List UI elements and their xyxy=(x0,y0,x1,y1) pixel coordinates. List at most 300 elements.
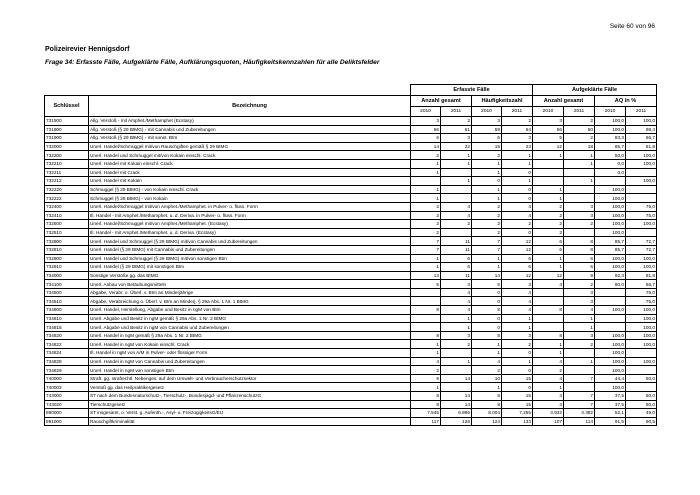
cell-key: 734820 xyxy=(45,331,89,340)
cell-value: 3 xyxy=(441,331,472,340)
cell-value: 50,0 xyxy=(595,151,626,160)
cell-value xyxy=(626,194,657,203)
cell-description: Abgabe, Verabreichung o. Überl. v. Btm an Minderj. § 29a Abs. 1 Nr. 1 BtMG xyxy=(89,297,411,306)
cell-value: 124 xyxy=(472,417,502,426)
cell-value: 100,0 xyxy=(626,331,657,340)
cell-value: 0,0 xyxy=(595,168,626,177)
cell-description: Unerl. Abgabe und Besitz in ngM gemäß § 29a Abs. 1 Nr. 2 BtMG xyxy=(89,314,411,323)
cell-value: 6 xyxy=(502,263,533,272)
cell-key: 732212 xyxy=(45,177,89,186)
cell-description: Unerl. Handel in ngM gemäß § 29a Abs. 1 Nr. 2 BtMG xyxy=(89,331,411,340)
table-row xyxy=(45,366,657,375)
cell-value: 1 xyxy=(502,357,533,366)
cell-value: 114 xyxy=(564,417,595,426)
cell-value: 8 xyxy=(564,245,595,254)
page-number: Seite 60 von 96 xyxy=(609,23,655,30)
cell-key: 732410 xyxy=(45,211,89,220)
cell-value: 80,0 xyxy=(595,280,626,289)
cell-value xyxy=(533,177,564,186)
cell-value xyxy=(533,159,564,168)
cell-value: 0 xyxy=(472,314,502,323)
cell-value: 37,5 xyxy=(595,392,626,401)
cell-value: 3 xyxy=(564,331,595,340)
cell-value: 6 xyxy=(533,245,564,254)
cell-value: 2 xyxy=(411,220,441,229)
cell-value: 2 xyxy=(411,211,441,220)
cell-description: Schmuggel (§ 29 BtMG) - von Kokain xyxy=(89,194,411,203)
cell-value xyxy=(441,349,472,358)
cell-value: 1 xyxy=(411,383,441,392)
cell-value: 2 xyxy=(564,280,595,289)
cell-value xyxy=(564,228,595,237)
cell-description: Allg. Verstoß (§ 29 BtMG) - mit sonst. Btm xyxy=(89,134,411,143)
cell-value xyxy=(626,383,657,392)
cell-value: 1 xyxy=(564,323,595,332)
cell-value: 0 xyxy=(502,383,533,392)
cell-value: 4 xyxy=(441,297,472,306)
table-row xyxy=(45,280,657,289)
cell-value: 7.255 xyxy=(502,409,533,418)
cell-key: 732220 xyxy=(45,185,89,194)
cell-key: 731500 xyxy=(45,117,89,126)
cell-value: 4 xyxy=(502,202,533,211)
cell-description: Allg. Verstoß - mit Amphet./Methamphet (Ecstasy) xyxy=(89,117,411,126)
cell-value: 100,0 xyxy=(595,211,626,220)
cell-value: 100,0 xyxy=(595,254,626,263)
table-row xyxy=(45,202,657,211)
cell-value: 3 xyxy=(411,117,441,126)
cell-value: 1 xyxy=(441,357,472,366)
cell-value xyxy=(441,383,472,392)
cell-value: 4 xyxy=(411,357,441,366)
cell-value: 60 xyxy=(564,125,595,134)
cell-value: 8 xyxy=(411,306,441,315)
cell-value: 3 xyxy=(533,392,564,401)
cell-value: 4 xyxy=(502,306,533,315)
cell-description: Unerl. Handel in ngM von sonstigen Btm xyxy=(89,366,411,375)
cell-value: 72,7 xyxy=(626,245,657,254)
cell-description: Abgabe, Verabr. o. Überl. v. Btm an Minderjährige xyxy=(89,288,411,297)
cell-value: 3 xyxy=(564,288,595,297)
cell-key: 734000 xyxy=(45,271,89,280)
table-row xyxy=(45,117,657,126)
cell-value: 1 xyxy=(533,263,564,272)
cell-value: 1 xyxy=(441,323,472,332)
table-row xyxy=(45,151,657,160)
cell-value: 9 xyxy=(411,374,441,383)
header-anzahl-gesamt: Anzahl gesamt xyxy=(411,96,472,107)
cell-value: 2 xyxy=(533,228,564,237)
table-row xyxy=(45,400,657,409)
cell-value: 0 xyxy=(472,288,502,297)
cell-description: Unerl. Handel/Schmuggel mit/von Amphet./Methamphet. (Ecstasy) xyxy=(89,220,411,229)
cell-value: 0 xyxy=(502,366,533,375)
cell-description: Schmuggel (§ 29 BtMG) - von Kokain einschl. Crack xyxy=(89,185,411,194)
cell-value xyxy=(564,349,595,358)
cell-value: 52,1 xyxy=(595,409,626,418)
cell-value: 2 xyxy=(472,228,502,237)
cell-description: Unerl. Handel (§ 29 BtMG) mit sonstigen Btm xyxy=(89,263,411,272)
cell-value: 1 xyxy=(472,263,502,272)
cell-value: 15 xyxy=(472,142,502,151)
cell-value: 1 xyxy=(564,357,595,366)
cell-value: 2 xyxy=(533,366,564,375)
table-row xyxy=(45,134,657,143)
cell-value: 8 xyxy=(533,331,564,340)
cell-key: 731900 xyxy=(45,134,89,143)
cell-value: 66,7 xyxy=(626,134,657,143)
cell-key: 734818 xyxy=(45,323,89,332)
cell-value xyxy=(533,323,564,332)
cell-value: 3 xyxy=(564,211,595,220)
cell-value: 8 xyxy=(472,331,502,340)
cell-value: 4 xyxy=(441,288,472,297)
cell-value: 3 xyxy=(472,117,502,126)
cell-key: 734828 xyxy=(45,357,89,366)
cell-description: Ill. Handel in ngM von A/M in Pulver- oder flüssiger Form xyxy=(89,349,411,358)
cell-value xyxy=(411,288,441,297)
cell-value: 100,0 xyxy=(595,263,626,272)
cell-value: 2 xyxy=(502,117,533,126)
cell-value: 11 xyxy=(441,245,472,254)
cell-value: 1 xyxy=(411,349,441,358)
cell-value: 14 xyxy=(472,271,502,280)
cell-value: 90,5 xyxy=(626,417,657,426)
table-row xyxy=(45,409,657,418)
cell-value: 8 xyxy=(411,392,441,401)
cell-value: 1 xyxy=(441,151,472,160)
cell-key: 732510 xyxy=(45,228,89,237)
cell-value: 4 xyxy=(441,202,472,211)
cell-value xyxy=(441,366,472,375)
cell-value: 1 xyxy=(502,314,533,323)
cell-value: 12 xyxy=(502,237,533,246)
cell-description: Unerl. Handel mit Crack xyxy=(89,168,411,177)
cell-value xyxy=(595,288,626,297)
cell-value: 1 xyxy=(533,151,564,160)
cell-value: 11 xyxy=(441,237,472,246)
table-row xyxy=(45,211,657,220)
table-row xyxy=(45,220,657,229)
cell-value: 1 xyxy=(441,159,472,168)
cell-value: 100,0 xyxy=(595,383,626,392)
cell-value: 1 xyxy=(502,177,533,186)
cell-value: 6 xyxy=(411,134,441,143)
cell-value: 1 xyxy=(441,314,472,323)
cell-value: 1 xyxy=(564,177,595,186)
cell-value: 0 xyxy=(472,297,502,306)
cell-value: 1 xyxy=(472,194,502,203)
cell-value: 7 xyxy=(472,237,502,246)
cell-value: 85,7 xyxy=(595,237,626,246)
table-row xyxy=(45,392,657,401)
cell-key: 732900 xyxy=(45,254,89,263)
cell-value xyxy=(564,185,595,194)
cell-value: 1 xyxy=(502,151,533,160)
cell-description: Unerl. Handel in ngM von Cannabis und Zubereitungen xyxy=(89,357,411,366)
cell-description: Sonstige Verstöße gg. das BtMG xyxy=(89,271,411,280)
cell-value: 85,7 xyxy=(595,245,626,254)
cell-value: 100,0 xyxy=(595,220,626,229)
cell-value: 4 xyxy=(502,211,533,220)
cell-value: 7 xyxy=(564,392,595,401)
cell-value xyxy=(564,383,595,392)
cell-description: Unerl. Handel und Schmuggel mit/von Kokain einschl. Crack xyxy=(89,151,411,160)
cell-value: 1 xyxy=(533,254,564,263)
cell-value xyxy=(411,177,441,186)
cell-value: 0 xyxy=(502,185,533,194)
cell-value: 100,0 xyxy=(595,349,626,358)
cell-value: 2 xyxy=(502,340,533,349)
table-row xyxy=(45,417,657,426)
cell-value: 0 xyxy=(502,194,533,203)
cell-key: 734500 xyxy=(45,288,89,297)
cell-description: Unerl. Handel mit Kokain xyxy=(89,177,411,186)
cell-value: 6 xyxy=(564,263,595,272)
cell-value: 3 xyxy=(533,117,564,126)
cell-value xyxy=(533,314,564,323)
cell-value: 100,0 xyxy=(626,254,657,263)
cell-value: 4 xyxy=(502,297,533,306)
cell-value xyxy=(441,194,472,203)
table-row xyxy=(45,159,657,168)
cell-value: 100,0 xyxy=(626,306,657,315)
cell-value: 8 xyxy=(472,400,502,409)
cell-value: 1 xyxy=(472,383,502,392)
cell-value: 85,7 xyxy=(595,142,626,151)
cell-value: 4 xyxy=(441,306,472,315)
cell-value: 81,8 xyxy=(626,271,657,280)
cell-value: 91,5 xyxy=(595,417,626,426)
cell-value: 22 xyxy=(441,142,472,151)
cell-description: Unerl. Handel (§ 29 BtMG) mit Cannabis und Zubereitungen xyxy=(89,245,411,254)
cell-value: 14 xyxy=(441,400,472,409)
table-row xyxy=(45,194,657,203)
cell-key: 732910 xyxy=(45,263,89,272)
cell-description: Unerl. Handel, Herstellung, Abgabe und Besitz in ngM von Btm xyxy=(89,306,411,315)
cell-value: 50,0 xyxy=(626,400,657,409)
cell-key: 734510 xyxy=(45,297,89,306)
cell-value: 100,0 xyxy=(595,366,626,375)
cell-value: 3.382 xyxy=(564,409,595,418)
station-title: Polizeirevier Hennigsdorf xyxy=(45,46,130,53)
cell-value: 8 xyxy=(472,306,502,315)
cell-value: 100,0 xyxy=(595,340,626,349)
cell-value: 1 xyxy=(411,185,441,194)
cell-value: 2 xyxy=(472,151,502,160)
cell-value: 107 xyxy=(533,417,564,426)
cell-value: 2 xyxy=(564,117,595,126)
cell-value: 1 xyxy=(472,349,502,358)
cell-value: 100,0 xyxy=(626,159,657,168)
cell-value: 8 xyxy=(411,400,441,409)
header-aufgeklaerte-faelle: Aufgeklärte Fälle xyxy=(533,85,657,96)
table-row xyxy=(45,340,657,349)
cell-key: 734800 xyxy=(45,306,89,315)
cell-value: 100,0 xyxy=(626,314,657,323)
cell-value xyxy=(533,288,564,297)
cell-value: 75,0 xyxy=(626,288,657,297)
cell-value xyxy=(533,297,564,306)
cell-value: 2 xyxy=(502,220,533,229)
table-row xyxy=(45,168,657,177)
cell-value: 2 xyxy=(472,211,502,220)
cell-value: 0 xyxy=(502,228,533,237)
cell-value: 2 xyxy=(411,366,441,375)
cell-value: 1 xyxy=(564,151,595,160)
cell-value: 2 xyxy=(441,340,472,349)
table-row xyxy=(45,185,657,194)
cell-value: 3 xyxy=(564,297,595,306)
cell-value: 1 xyxy=(411,340,441,349)
header-year: 2011 xyxy=(564,107,595,117)
cell-value: 37,5 xyxy=(595,400,626,409)
cell-value: 6 xyxy=(502,254,533,263)
cell-key: 732500 xyxy=(45,220,89,229)
cell-value: 100,0 xyxy=(595,357,626,366)
cell-value: 100,0 xyxy=(595,306,626,315)
cell-value: 3 xyxy=(502,331,533,340)
cell-value: 1 xyxy=(411,194,441,203)
cell-value: 2 xyxy=(564,134,595,143)
cell-value: 2 xyxy=(472,202,502,211)
cell-value: 4 xyxy=(502,288,533,297)
cell-value: 133 xyxy=(502,417,533,426)
cell-value xyxy=(626,168,657,177)
cell-value: 1 xyxy=(472,168,502,177)
cell-value: 100,0 xyxy=(626,323,657,332)
cell-value: 12 xyxy=(533,271,564,280)
cell-value: 100,0 xyxy=(626,357,657,366)
cell-value: 8 xyxy=(533,306,564,315)
cell-value xyxy=(595,323,626,332)
header-year: 2010 xyxy=(411,107,441,117)
cell-value: 0,0 xyxy=(595,159,626,168)
statistics-table xyxy=(44,84,657,426)
cell-value: 100,0 xyxy=(595,331,626,340)
table-row xyxy=(45,125,657,134)
cell-value: 7 xyxy=(564,374,595,383)
cell-value: 2 xyxy=(411,202,441,211)
cell-value: 3 xyxy=(533,400,564,409)
cell-value: 9 xyxy=(564,271,595,280)
cell-value: 75,0 xyxy=(626,202,657,211)
cell-value: 5 xyxy=(411,280,441,289)
table-row xyxy=(45,383,657,392)
table-row xyxy=(45,237,657,246)
cell-value: 6.896 xyxy=(441,409,472,418)
cell-value: 75,0 xyxy=(626,297,657,306)
cell-value: 83,3 xyxy=(595,134,626,143)
cell-value: 2 xyxy=(564,220,595,229)
cell-key: 734810 xyxy=(45,314,89,323)
cell-key: 732200 xyxy=(45,151,89,160)
cell-value: 7 xyxy=(411,237,441,246)
cell-value: 5 xyxy=(533,134,564,143)
cell-value: 2 xyxy=(411,151,441,160)
table-row xyxy=(45,374,657,383)
table-row xyxy=(45,142,657,151)
cell-value: 1 xyxy=(533,340,564,349)
cell-value: 100,0 xyxy=(595,228,626,237)
cell-value: 14 xyxy=(411,142,441,151)
header-year: 2010 xyxy=(472,107,502,117)
table-row xyxy=(45,228,657,237)
cell-value xyxy=(564,366,595,375)
cell-value: 12 xyxy=(533,142,564,151)
cell-key: 891000 xyxy=(45,417,89,426)
cell-value: 1 xyxy=(533,185,564,194)
cell-value: 100,0 xyxy=(626,151,657,160)
cell-description: Verstoß gg. das Heilpraktikergesetz xyxy=(89,383,411,392)
cell-description: Ill. Handel - mit Amphet./Methamphet. u. d. Deriva. (Ecstasy) xyxy=(89,228,411,237)
header-year: 2011 xyxy=(441,107,472,117)
header-schluessel: Schlüssel xyxy=(45,96,89,117)
cell-description: Ill. Handel - mit Amphet./Methamphet. u. d. Deriva. in Pulver- o. flüss. Form xyxy=(89,211,411,220)
cell-key: 734822 xyxy=(45,340,89,349)
header-year: 2010 xyxy=(533,107,564,117)
header-erfasste-faelle: Erfasste Fälle xyxy=(411,85,533,96)
cell-value: 117 xyxy=(411,417,441,426)
cell-key: 732810 xyxy=(45,245,89,254)
cell-value: 98,4 xyxy=(626,125,657,134)
cell-key: 734100 xyxy=(45,280,89,289)
cell-value: 4 xyxy=(441,211,472,220)
cell-value: 6 xyxy=(441,254,472,263)
cell-value: 81,8 xyxy=(626,142,657,151)
cell-value: 15 xyxy=(502,374,533,383)
table-row xyxy=(45,177,657,186)
cell-value xyxy=(626,366,657,375)
table-row xyxy=(45,263,657,272)
cell-value: 1 xyxy=(564,159,595,168)
cell-description: Straft. gg. strafrechtl. Nebenges. auf dem Umwelt- und Verbraucherschutzsektor xyxy=(89,374,411,383)
cell-value: 1 xyxy=(411,159,441,168)
cell-value: 1 xyxy=(533,383,564,392)
cell-value: 59 xyxy=(472,125,502,134)
cell-value xyxy=(441,168,472,177)
cell-value: 50,0 xyxy=(626,392,657,401)
cell-description: Tierschutzgesetz xyxy=(89,400,411,409)
cell-value: 100,0 xyxy=(595,125,626,134)
cell-value: 1 xyxy=(472,159,502,168)
cell-value: 15 xyxy=(502,400,533,409)
cell-value: 2 xyxy=(533,202,564,211)
cell-key: 732211 xyxy=(45,168,89,177)
table-row xyxy=(45,357,657,366)
cell-value: 2 xyxy=(533,211,564,220)
cell-value: 7 xyxy=(411,245,441,254)
cell-value: 75,0 xyxy=(626,211,657,220)
cell-value: 100,0 xyxy=(626,117,657,126)
cell-description: Rauschgiftkriminalität xyxy=(89,417,411,426)
cell-value: 0 xyxy=(472,177,502,186)
cell-description: Unerl. Abgabe und Besitz in ngM von Cannabis und Zubereitungen xyxy=(89,323,411,332)
header-aq-prozent: AQ in % xyxy=(595,96,657,107)
cell-value: 3 xyxy=(564,202,595,211)
cell-key: 743000 xyxy=(45,392,89,401)
cell-value: 1 xyxy=(533,349,564,358)
cell-value: 6 xyxy=(441,263,472,272)
cell-value: 4 xyxy=(533,374,564,383)
cell-value: 7 xyxy=(472,245,502,254)
header-year: 2010 xyxy=(595,107,626,117)
cell-value: 1 xyxy=(472,185,502,194)
cell-value: 56 xyxy=(533,125,564,134)
cell-value: 100,0 xyxy=(595,117,626,126)
cell-value: 0 xyxy=(502,349,533,358)
cell-key: 732000 xyxy=(45,142,89,151)
